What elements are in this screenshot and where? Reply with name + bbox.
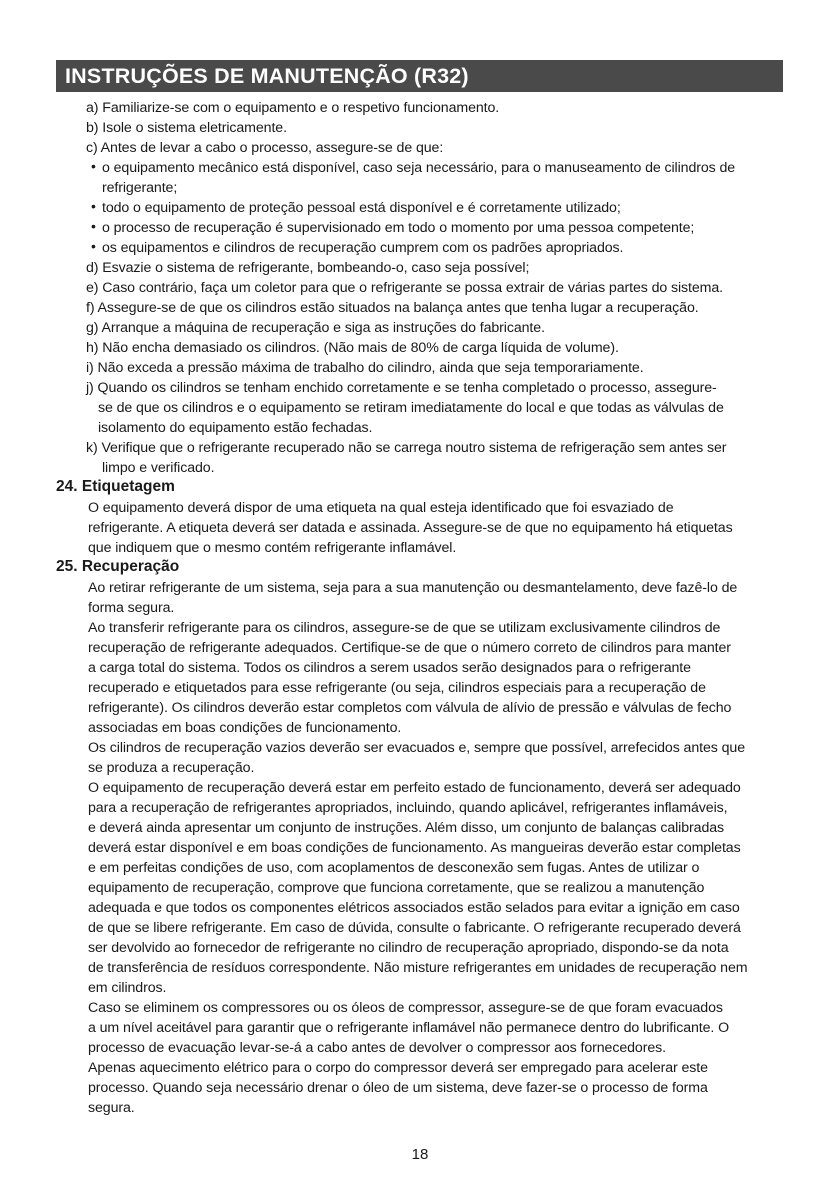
bullet-item: os equipamentos e cilindros de recuperação cumprem com os padrões apropriados. [102, 240, 624, 256]
section-25-text: processo de evacuação levar-se-á a cabo antes de devolver o compressor aos fornecedores. [88, 1040, 666, 1056]
section-25-text: e em perfeitas condições de uso, com acoplamentos de desconexão sem fugas. Antes de utilizar o [88, 860, 700, 876]
step-j-continued: isolamento do equipamento estão fechadas. [98, 420, 373, 436]
step-k: k) Verifique que o refrigerante recuperado não se carrega noutro sistema de refrigeração sem antes ser [86, 440, 727, 456]
bullet-item: todo o equipamento de proteção pessoal está disponível e é corretamente utilizado; [102, 200, 621, 216]
section-25-text: associadas em boas condições de funcionamento. [88, 720, 402, 736]
section-25-text: Apenas aquecimento elétrico para o corpo do compressor deverá ser empregado para acelerar este [88, 1060, 708, 1076]
section-24-text: que indiquem que o mesmo contém refrigerante inflamável. [88, 540, 457, 556]
step-a: a) Familiarize-se com o equipamento e o respetivo funcionamento. [86, 100, 500, 116]
section-25-text: ser devolvido ao fornecedor de refrigerante no cilindro de recuperação apropriado, dispondo-se da nota [88, 940, 729, 956]
section-25-text: recuperado e etiquetados para esse refrigerante (ou seja, cilindros especiais para a recuperação de [88, 680, 706, 696]
section-25-text: segura. [88, 1100, 135, 1116]
page-title: INSTRUÇÕES DE MANUTENÇÃO (R32) [56, 60, 783, 92]
section-25-text: a um nível aceitável para garantir que o refrigerante inflamável não permanece dentro do lubrificante. O [88, 1020, 730, 1036]
section-25-text: Ao transferir refrigerante para os cilindros, assegure-se de que se utilizam exclusivamente cilindros de [88, 620, 721, 636]
section-25-text: refrigerante). Os cilindros deverão estar completos com válvula de alívio de pressão e válvulas de fecho [88, 700, 732, 716]
section-25-text: de que se libere refrigerante. Em caso de dúvida, consulte o fabricante. O refrigerante recuperado deverá [88, 920, 741, 936]
section-25-text: adequada e que todos os componentes elétricos associados estão selados para evitar a ignição em caso [88, 900, 740, 916]
bullet-item: o equipamento mecânico está disponível, caso seja necessário, para o manuseamento de cilindros de [102, 160, 736, 176]
section-24-text: O equipamento deverá dispor de uma etiqueta na qual esteja identificado que foi esvaziado de [88, 500, 674, 516]
step-d: d) Esvazie o sistema de refrigerante, bombeando-o, caso seja possível; [86, 260, 530, 276]
bullet-dot: • [91, 198, 96, 214]
bullet-dot: • [91, 158, 96, 174]
bullet-dot: • [91, 218, 96, 234]
section-25-text: a carga total do sistema. Todos os cilindros a serem usados serão designados para o refrigerante [88, 660, 691, 676]
section-24-title: 24. Etiquetagem [56, 478, 175, 495]
section-25-text: em cilindros. [88, 980, 167, 996]
section-25-text: equipamento de recuperação, comprove que funciona corretamente, que se realizou a manutenção [88, 880, 705, 896]
section-24-text: refrigerante. A etiqueta deverá ser datada e assinada. Assegure-se de que no equipamento há etiquetas [88, 520, 733, 536]
step-e: e) Caso contrário, faça um coletor para que o refrigerante se possa extrair de várias partes do sistema. [86, 280, 724, 296]
step-h: h) Não encha demasiado os cilindros. (Não mais de 80% de carga líquida de volume). [86, 340, 619, 356]
bullet-item: o processo de recuperação é supervisionado em todo o momento por uma pessoa competente; [102, 220, 695, 236]
section-25-text: forma segura. [88, 600, 175, 616]
step-b: b) Isole o sistema eletricamente. [86, 120, 287, 136]
section-25-text: de transferência de resíduos correspondente. Não misture refrigerantes em unidades de recuperação nem [88, 960, 748, 976]
step-k-continued: limpo e verificado. [102, 460, 215, 476]
section-25-text: recuperação de refrigerante adequados. Certifique-se de que o número correto de cilindros para manter [88, 640, 731, 656]
section-25-text: Os cilindros de recuperação vazios deverão ser evacuados e, sempre que possível, arrefecidos antes que [88, 740, 745, 756]
step-f: f) Assegure-se de que os cilindros estão situados na balança antes que tenha lugar a recuperação. [86, 300, 699, 316]
section-25-text: e deverá ainda apresentar um conjunto de instruções. Além disso, um conjunto de balanças calibradas [88, 820, 725, 836]
step-j: j) Quando os cilindros se tenham enchido corretamente e se tenha completado o processo, assegure- [86, 380, 717, 396]
section-25-title: 25. Recuperação [56, 558, 180, 575]
section-25-text: Ao retirar refrigerante de um sistema, seja para a sua manutenção ou desmantelamento, deve fazê-lo de [88, 580, 738, 596]
section-25-text: para a recuperação de refrigerantes apropriados, incluindo, quando aplicável, refrigerantes inflamáveis, [88, 800, 728, 816]
page-number: 18 [411, 1146, 429, 1163]
section-25-text: Caso se eliminem os compressores ou os óleos de compressor, assegure-se de que foram evacuados [88, 1000, 723, 1016]
step-g: g) Arranque a máquina de recuperação e siga as instruções do fabricante. [86, 320, 545, 336]
section-25-text: O equipamento de recuperação deverá estar em perfeito estado de funcionamento, deverá ser adequado [88, 780, 741, 796]
step-i: i) Não exceda a pressão máxima de trabalho do cilindro, ainda que seja temporariamente. [86, 360, 644, 376]
section-25-text: deverá estar disponível e em boas condições de funcionamento. As mangueiras deverão estar completas [88, 840, 741, 856]
step-c: c) Antes de levar a cabo o processo, assegure-se de que: [86, 140, 444, 156]
step-j-continued: se de que os cilindros e o equipamento se retiram imediatamente do local e que todas as válvulas de [98, 400, 724, 416]
section-25-text: se produza a recuperação. [88, 760, 255, 776]
bullet-dot: • [91, 238, 96, 254]
bullet-item-continued: refrigerante; [102, 180, 178, 196]
section-25-text: processo. Quando seja necessário drenar o óleo de um sistema, deve fazer-se o processo de forma [88, 1080, 708, 1096]
